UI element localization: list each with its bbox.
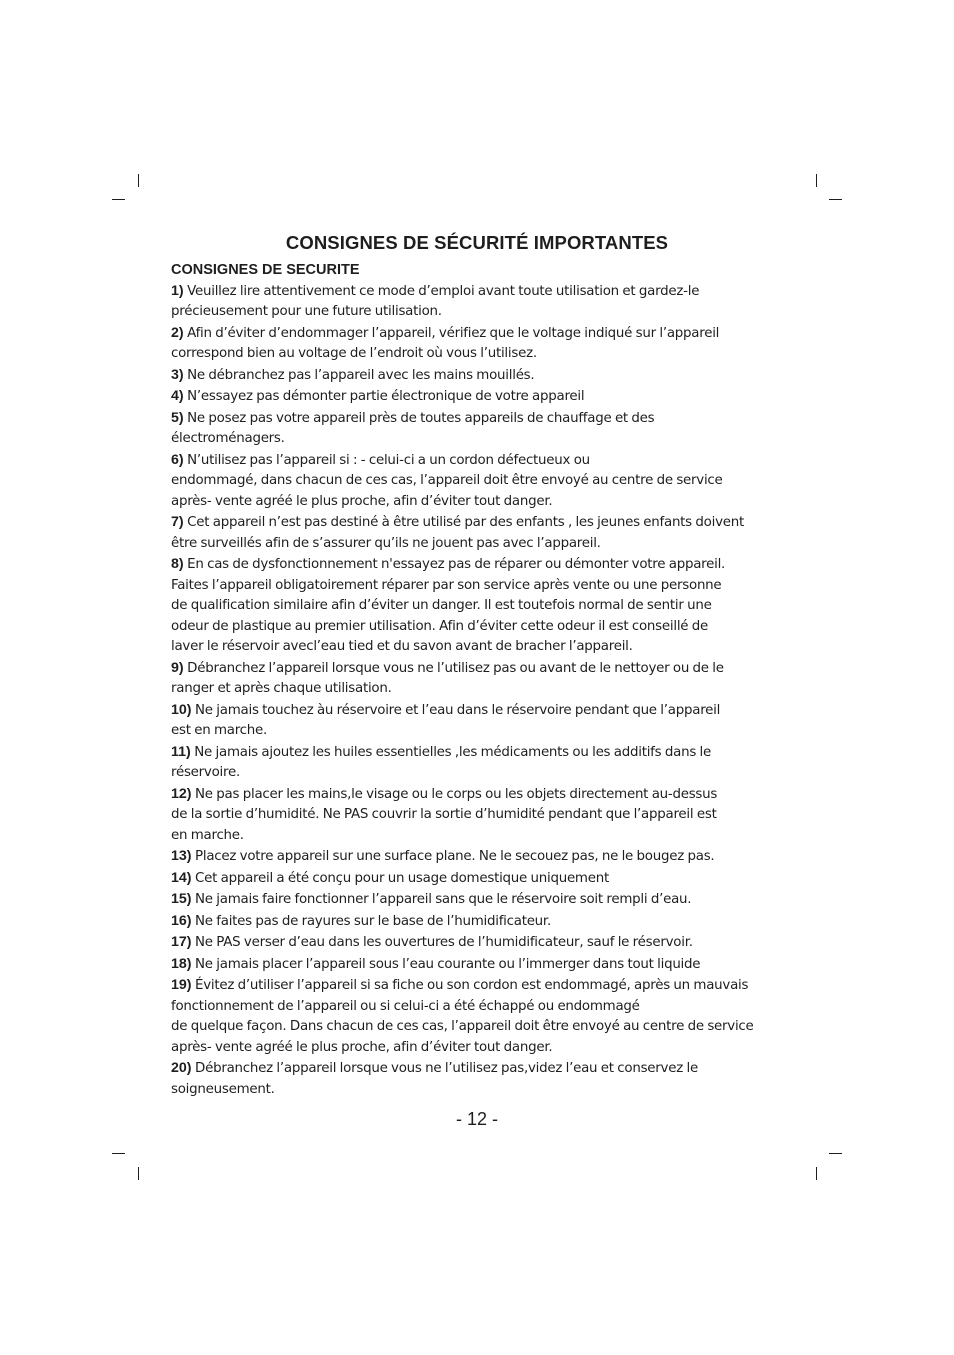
- crop-mark: [829, 199, 842, 200]
- instruction-text: N’essayez pas démonter partie électronique de votre appareil: [187, 389, 585, 404]
- instruction-number: 5): [171, 409, 184, 426]
- instruction-text: Ne jamais placer l’appareil sous l’eau courante ou l’immerger dans tout liquide: [195, 956, 701, 972]
- instruction-text: Veuillez lire attentivement ce mode d’emploi avant toute utilisation et gardez-le précieusement pour une future utilisation.: [171, 283, 700, 319]
- instruction-list: [171, 281, 791, 1101]
- instruction-number: 10): [171, 701, 192, 718]
- instruction-number: 2): [171, 324, 184, 341]
- instruction-text: Placez votre appareil sur une surface plane. Ne le secouez pas, ne le bougez pas.: [195, 849, 715, 864]
- instruction-number: 15): [171, 891, 192, 907]
- instruction-text: Cet appareil n’est pas destiné à être utilisé par des enfants , les jeunes enfants doivent être surveillés afin de s’assurer qu’ils ne jouent pas avec l’appareil.: [171, 515, 744, 551]
- instruction-number: 1): [171, 282, 184, 299]
- instruction-item: [171, 554, 791, 658]
- instruction-item: [171, 954, 791, 976]
- instruction-item: [171, 700, 791, 742]
- instruction-text: Évitez d’utiliser l’appareil si sa fiche ou son cordon est endommagé, après un mauvais fonctionnement de l’appareil ou si celui-ci a été échappé ou endommagé de quelque façon. Dans chacun de ces cas, l’appareil doit être envoyé au centre de service après- vente agréé le plus proche, afin d’éviter tout danger.: [171, 978, 754, 1055]
- instruction-number: 7): [171, 514, 184, 530]
- page-title: CONSIGNES DE SÉCURITÉ IMPORTANTES: [285, 232, 669, 253]
- instruction-number: 8): [171, 556, 184, 572]
- instruction-number: 12): [171, 785, 192, 802]
- instruction-text: Ne jamais faire fonctionner l’appareil sans que le réservoire soit rempli d’eau.: [195, 892, 692, 907]
- instruction-text: Ne faites pas de rayures sur le base de l’humidificateur.: [195, 913, 551, 929]
- crop-mark: [138, 1167, 139, 1180]
- instruction-number: 13): [171, 848, 192, 864]
- instruction-item: [171, 868, 791, 890]
- instruction-text: En cas de dysfonctionnement n'essayez pas de réparer ou démonter votre appareil. Faites l’appareil obligatoirement réparer par son service après vente ou une personne de qualification similaire afin d’éviter un danger. Il est toutefois normal de sentir une odeur de plastique au premier utilisation. Afin d’éviter cette odeur il est conseillé de laver le réservoir avecl’eau tied et du savon avant de bracher l’appareil.: [171, 557, 726, 654]
- instruction-item: [171, 365, 791, 387]
- instruction-number: 9): [171, 659, 184, 676]
- crop-mark: [112, 1153, 125, 1154]
- instruction-number: 19): [171, 977, 192, 993]
- instruction-number: 18): [171, 955, 192, 972]
- instruction-number: 17): [171, 934, 192, 950]
- instruction-text: Cet appareil a été conçu pour un usage domestique uniquement: [195, 870, 609, 886]
- instruction-number: 11): [171, 743, 191, 760]
- instruction-item: [171, 323, 791, 365]
- instruction-number: 3): [171, 366, 184, 383]
- instruction-item: [171, 932, 791, 954]
- instruction-number: 4): [171, 388, 184, 404]
- instruction-item: [171, 742, 791, 784]
- instruction-text: Débranchez l’appareil lorsque vous ne l’utilisez pas,videz l’eau et conservez le soigneusement.: [171, 1061, 698, 1097]
- instruction-text: Ne jamais ajoutez les huiles essentielles ,les médicaments ou les additifs dans le réservoire.: [171, 744, 712, 780]
- instruction-text: Ne pas placer les mains,le visage ou le corps ou les objets directement au-dessus de la sortie d’humidité. Ne PAS couvrir la sortie d’humidité pendant que l’appareil est en marche.: [171, 786, 718, 843]
- instruction-text: Afin d’éviter d’endommager l’appareil, vérifiez que le voltage indiqué sur l’appareil correspond bien au voltage de l’endroit où vous l’utilisez.: [171, 325, 720, 361]
- instruction-number: 16): [171, 912, 192, 929]
- instruction-text: Ne jamais touchez àu réservoire et l’eau dans le réservoire pendant que l’appareil est en marche.: [171, 702, 721, 738]
- instruction-item: [171, 889, 791, 911]
- instruction-text: Débranchez l’appareil lorsque vous ne l’utilisez pas ou avant de le nettoyer ou de le ranger et après chaque utilisation.: [171, 660, 724, 696]
- crop-mark: [829, 1153, 842, 1154]
- instruction-item: [171, 1058, 791, 1100]
- instruction-item: [171, 911, 791, 933]
- instruction-item: [171, 450, 791, 513]
- page-number: - 12 -: [455, 1109, 498, 1129]
- instruction-item: [171, 846, 791, 868]
- instruction-item: [171, 784, 791, 847]
- crop-mark: [138, 174, 139, 187]
- safety-instructions: [171, 260, 791, 1100]
- instruction-item: [171, 408, 791, 450]
- instruction-text: Ne posez pas votre appareil près de toutes appareils de chauffage et des électroménagers.: [171, 410, 655, 446]
- section-subtitle: CONSIGNES DE SECURITE: [171, 262, 360, 278]
- instruction-item: [171, 281, 791, 323]
- instruction-item: [171, 975, 791, 1058]
- crop-mark: [816, 1167, 817, 1180]
- instruction-item: [171, 512, 791, 554]
- instruction-text: N’utilisez pas l’appareil si : - celui-ci a un cordon défectueux ou endommagé, dans chacun de ces cas, l’appareil doit être envoyé au centre de service après- vente agréé le plus proche, afin d’éviter tout danger.: [171, 452, 723, 509]
- instruction-number: 14): [171, 869, 192, 886]
- instruction-text: Ne PAS verser d’eau dans les ouvertures de l’humidificateur, sauf le réservoir.: [195, 935, 693, 950]
- instruction-item: [171, 386, 791, 408]
- instruction-number: 20): [171, 1060, 192, 1076]
- instruction-number: 6): [171, 451, 184, 468]
- crop-mark: [112, 199, 125, 200]
- instruction-item: [171, 658, 791, 700]
- instruction-text: Ne débranchez pas l’appareil avec les mains mouillés.: [187, 367, 535, 383]
- crop-mark: [816, 174, 817, 187]
